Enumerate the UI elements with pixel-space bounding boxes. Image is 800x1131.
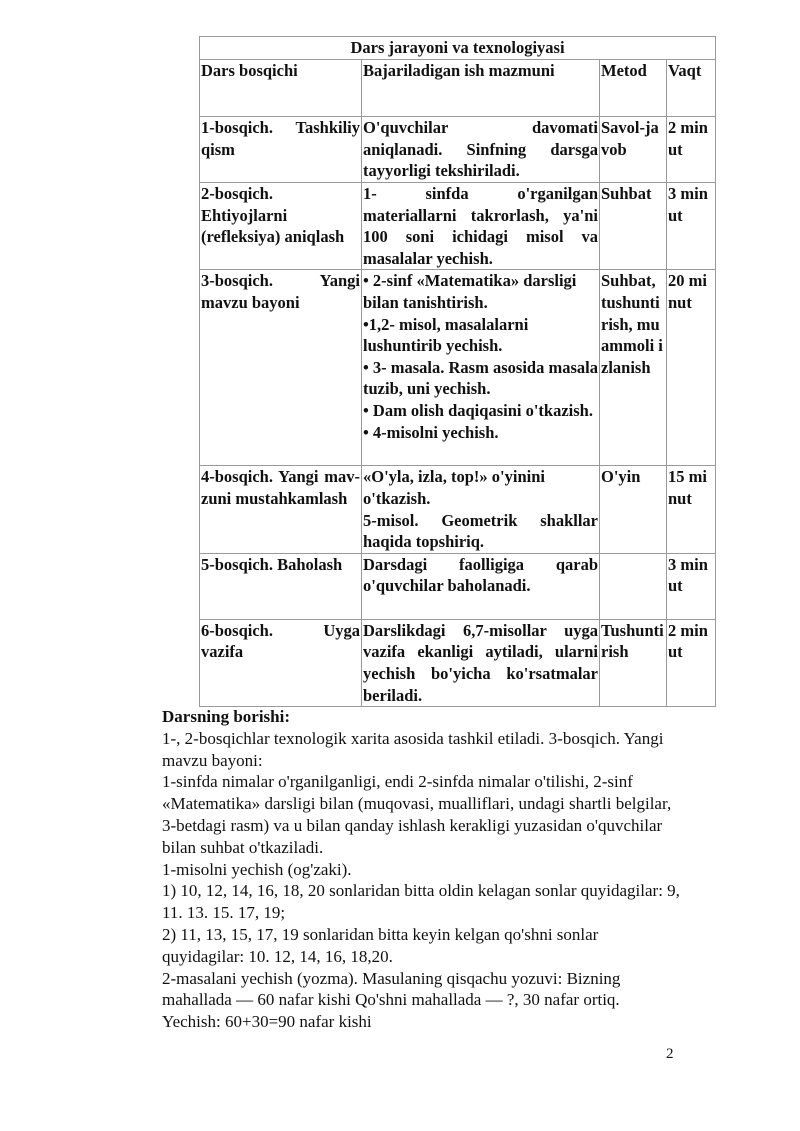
content-cell xyxy=(362,619,600,706)
stage-cell: 6-bosqich. Uyga vazifa xyxy=(200,619,362,706)
table-caption-row xyxy=(200,37,716,60)
header-content: Bajariladigan ish mazmuni xyxy=(362,60,600,117)
method-cell: O'yin xyxy=(600,466,667,553)
stage-cell: 2-bosqich. Ehtiyojlarni (refleksiya) aniqlash xyxy=(200,183,362,270)
content-cell xyxy=(362,466,600,553)
content-cell xyxy=(362,553,600,619)
stage-cell: 5-bosqich. Baholash xyxy=(200,553,362,619)
time-cell: 3 minut xyxy=(667,183,716,270)
content-line: 1- sinfda o'rganilgan materiallarni takrorlash, ya'ni 100 soni ichidagi misol va masalalar yechish. xyxy=(363,184,598,268)
table-row xyxy=(200,183,716,270)
table-row xyxy=(200,553,716,619)
paragraph: 2) 11, 13, 15, 17, 19 sonlaridan bitta keyin kelgan qo'shni sonlar quyidagilar: 10. 12, 14, 16, 18,20. xyxy=(162,924,599,966)
table-caption: Dars jarayoni va texnologiyasi xyxy=(200,37,716,60)
method-cell: Suhbat xyxy=(600,183,667,270)
content-line: 5-misol. Geometrik shakllar haqida topshiriq. xyxy=(363,510,598,552)
content-cell xyxy=(362,270,600,466)
content-line: Darsdagi faolligiga qarab o'quvchilar baholanadi. xyxy=(363,554,598,596)
content-line: • 4-misolni yechish. xyxy=(363,422,499,442)
lesson-plan-table xyxy=(199,36,716,707)
content-line: «O'yla, izla, top!» o'yinini o'tkazish. xyxy=(363,467,545,508)
content-line: Darslikdagi 6,7-misollar uyga vazifa ekanligi aytiladi, ularni yechish bo'yicha ko'rsatmalar beriladi. xyxy=(363,620,598,705)
paragraph: 2-masalani yechish (yozma). Masulaning qisqachu yozuvi: Bizning mahallada — 60 nafar kishi Qo'shni mahallada — ?, 30 nafar ortiq. Yechish: 60+30=90 nafar kishi xyxy=(162,968,621,1032)
time-cell: 2 minut xyxy=(667,117,716,183)
table-row xyxy=(200,619,716,706)
time-cell: 20 minut xyxy=(667,270,716,466)
content-line: • Dam olish daqiqasini o'tkazish. xyxy=(363,400,593,420)
section-heading: Darsning borishi: xyxy=(162,707,290,726)
content-line: O'quvchilar davomati aniqlanadi. Sinfning darsga tayyorligi tekshiriladi. xyxy=(363,118,598,181)
paragraph: 1-misolni yechish (og'zaki). xyxy=(162,859,352,879)
table-header-row xyxy=(200,60,716,117)
stage-cell: 3-bosqich. Yangi mavzu bayoni xyxy=(200,270,362,466)
paragraph: 1-sinfda nimalar o'rganilganligi, endi 2-sinfda nimalar o'tilishi, 2-sinf «Matematika» darsligi bilan (muqovasi, mualliflari, undagi shartli belgilar, 3-betdagi rasm) va u bilan qanday ishlash kerakligi yuzasidan o'quvchilar bilan suhbat o'tkaziladi. xyxy=(162,772,672,857)
method-cell: Savol-javob xyxy=(600,117,667,183)
content-line: • 3- masala. Rasm asosida masala tuzib, uni yechish. xyxy=(363,357,598,399)
time-cell: 15 minut xyxy=(667,466,716,553)
header-time: Vaqt xyxy=(667,60,716,117)
table-row xyxy=(200,270,716,466)
paragraph: 1) 10, 12, 14, 16, 18, 20 sonlaridan bitta oldin kelagan sonlar quyidagilar: 9, 11. 13. 15. 17, 19; xyxy=(162,881,680,923)
header-method: Metod xyxy=(600,60,667,117)
time-cell: 2 minut xyxy=(667,619,716,706)
content-cell xyxy=(362,117,600,183)
method-cell xyxy=(600,553,667,619)
method-cell: Tushuntirish xyxy=(600,619,667,706)
method-cell: Suhbat, tushuntirish, muammoli izlanish xyxy=(600,270,667,466)
stage-cell: 4-bosqich. Yangi mav- zuni mustahkamlash xyxy=(200,466,362,553)
paragraph: 1-, 2-bosqichlar texnologik xarita asosida tashkil etiladi. 3-bosqich. Yangi mavzu bayoni: xyxy=(162,728,664,770)
table-row xyxy=(200,117,716,183)
content-cell xyxy=(362,183,600,270)
page-number: 2 xyxy=(666,1046,674,1062)
time-cell: 3 minut xyxy=(667,553,716,619)
content-line: •1,2- misol, masalalarni lushuntirib yechish. xyxy=(363,314,529,356)
table-row xyxy=(200,466,716,553)
header-stage: Dars bosqichi xyxy=(200,60,362,117)
content-line: • 2-sinf «Matematika» darsligi bilan tanishtirish. xyxy=(363,271,577,312)
stage-cell: 1-bosqich. Tashkiliy qism xyxy=(200,117,362,183)
lesson-flow-section xyxy=(162,706,682,1033)
